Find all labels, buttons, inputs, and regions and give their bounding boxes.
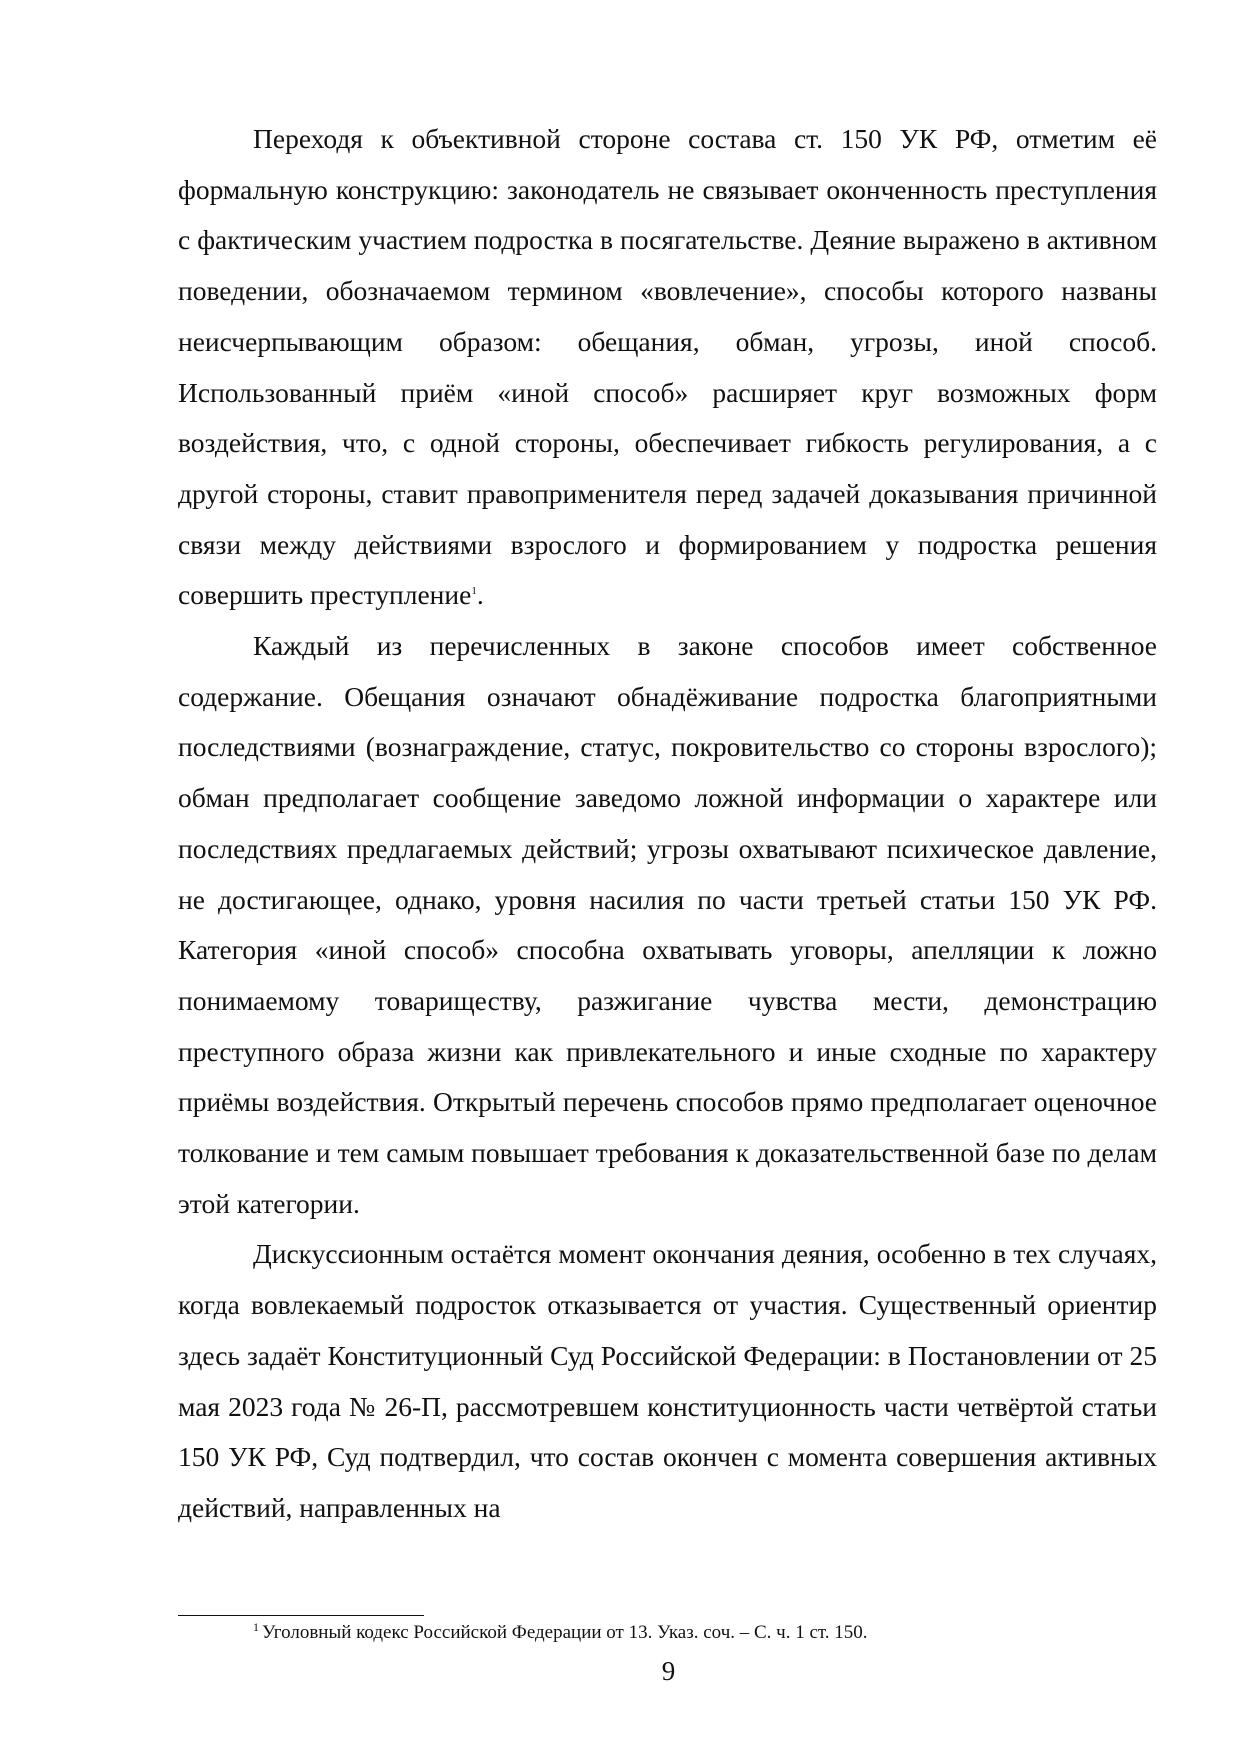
paragraph-text-end: . bbox=[476, 579, 484, 611]
footnote-reference: 1 bbox=[471, 585, 477, 598]
paragraph-objective-side bbox=[178, 114, 1157, 621]
footnote-text: Уголовный кодекс Российской Федерации от 13. Указ. соч. – С. ч. 1 ст. 150. bbox=[262, 1622, 868, 1643]
page-number: 9 bbox=[661, 1656, 676, 1686]
footnote-number: 1 bbox=[253, 1619, 259, 1634]
paragraph-completion-moment: Дискуссионным остаётся момент окончания деяния, особенно в тех случаях, когда вовлекаемый подросток отказывается от участия. Существенный ориентир здесь задаёт Конституционный Суд Российской Федерации: в Постановлении от 25 мая 2023 года № 26-П, рассмотревшем конституционность части четвёртой статьи 150 УК РФ, Суд подтвердил, что состав окончен с момента совершения активных действий, направленных на bbox=[178, 1238, 1157, 1523]
body-text bbox=[178, 114, 1157, 1534]
footnote-separator bbox=[178, 1615, 424, 1616]
paragraph-text: Переходя к объективной стороне состава ст. 150 УК РФ, отметим её формальную конструкцию: законодатель не связывает оконченность преступления с фактическим участием подростка в посягательстве. Деяние выражено в активном поведении, обозначаемом термином «вовлечение», способы которого названы неисчерпывающим образом: обещания, обман, угрозы, иной способ. Использованный приём «иной способ» расширяет круг возможных форм воздействия, что, с одной стороны, обеспечивает гибкость регулирования, а с другой стороны, ставит правоприменителя перед задачей доказывания причинной связи между действиями взрослого и формированием у подростка решения совершить преступление bbox=[178, 123, 1157, 611]
paragraph-methods: Каждый из перечисленных в законе способов имеет собственное содержание. Обещания означают обнадёживание подростка благоприятными последствиями (вознаграждение, статус, покровительство со стороны взрослого); обман предполагает сообщение заведомо ложной информации о характере или последствиях предлагаемых действий; угрозы охватывают психическое давление, не достигающее, однако, уровня насилия по части третьей статьи 150 УК РФ. Категория «иной способ» способна охватывать уговоры, апелляции к ложно понимаемому товариществу, разжигание чувства мести, демонстрацию преступного образа жизни как привлекательного и иные сходные по характеру приёмы воздействия. Открытый перечень способов прямо предполагает оценочное толкование и тем самым повышает требования к доказательственной базе по делам этой категории. bbox=[178, 630, 1157, 1219]
footnote bbox=[253, 1620, 1153, 1646]
